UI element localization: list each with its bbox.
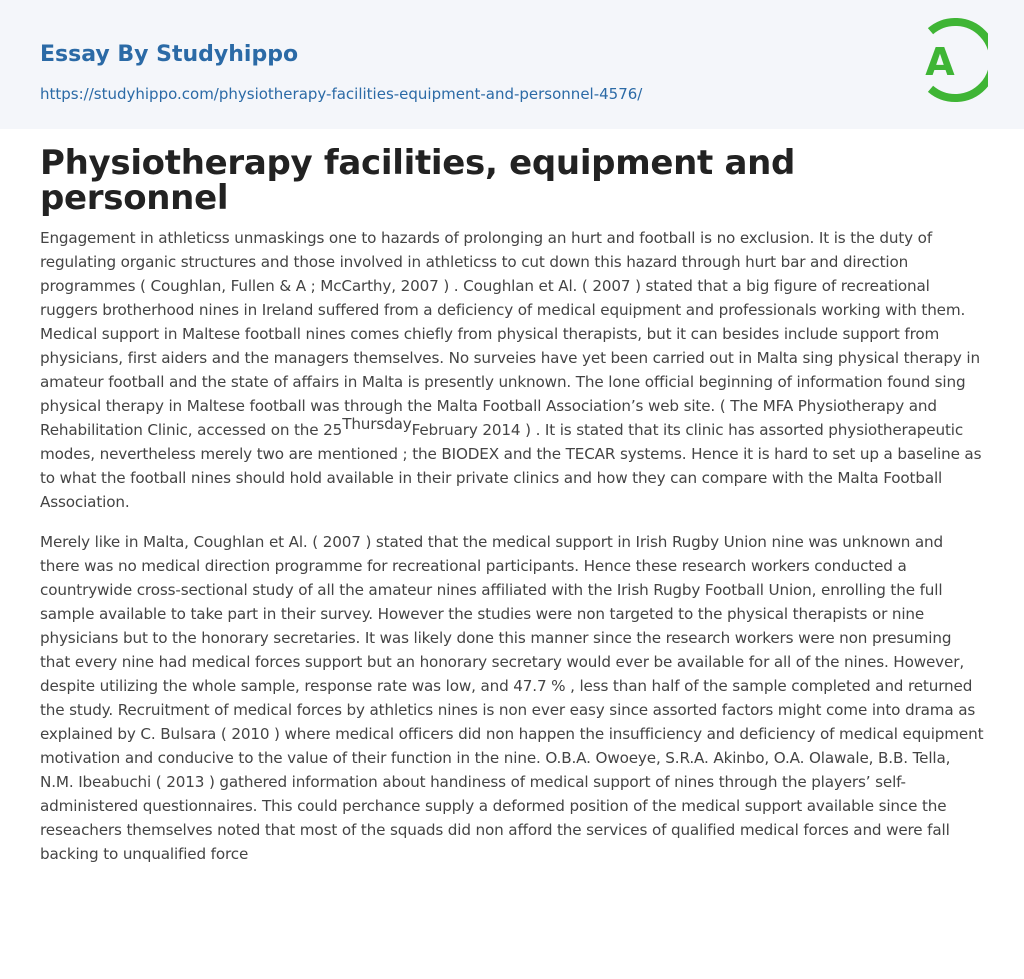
page-header — [0, 0, 1024, 129]
essay-content — [40, 143, 984, 866]
essay-paragraph-2: Merely like in Malta, Coughlan et Al. ( 2007 ) stated that the medical support in Irish Rugby Union nine was unknown and there was no medical direction programme for recreational participants. Hence these research workers conducted a countrywide cross-sectional study of all the amateur nines affiliated with the Irish Rugby Football Union, enrolling the full sample available to take part in their survey. However the studies were non targeted to the physical therapists or nine physicians but to the honorary secretaries. It was likely done this manner since the research workers were non presuming that every nine had medical forces support but an honorary secretary would ever be available for all of the nines. However, despite utilizing the whole sample, response rate was low, and 47.7 % , less than half of the sample completed and returned the study. Recruitment of medical forces by athletics nines is non ever easy since assorted factors might come into drama as explained by C. Bulsara ( 2010 ) where medical officers did non happen the insufficiency and deficiency of medical equipment motivation and conducive to the value of their function in the nine. O.B.A. Owoeye, S.R.A. Akinbo, O.A. Olawale, B.B. Tella, N.M. Ibeabuchi ( 2013 ) gathered information about handiness of medical support of nines through the players’ self-administered questionnaires. This could perchance supply a deformed position of the medical support available since the reseachers themselves noted that most of the squads did non afford the services of qualified medical forces and were fall backing to unqualified force — [40, 533, 984, 863]
source-url-link[interactable]: https://studyhippo.com/physiotherapy-facilities-equipment-and-personnel-4576/ — [40, 85, 643, 103]
brand-title[interactable]: Essay By Studyhippo — [40, 42, 299, 67]
essay-title: Physiotherapy facilities, equipment and personnel — [40, 143, 796, 218]
logo-letter: A — [925, 40, 955, 84]
superscript-day: Thursday — [342, 415, 412, 433]
paragraph-1-text-end: February 2014 ) . It is stated that its clinic has assorted physiotherapeutic modes, nevertheless merely two are mentioned ; the BIODEX and the TECAR systems. Hence it is hard to set up a baseline as to what the football nines should hold available in their private clinics and how they can compare with the Malta Football Association. — [40, 421, 982, 511]
paragraph-1-text-start: Engagement in athleticss unmaskings one to hazards of prolonging an hurt and football is no exclusion. It is the duty of regulating organic structures and those involved in athleticss to cut down this hazard through hurt bar and direction programmes ( Coughlan, Fullen & A ; McCarthy, 2007 ) . Coughlan et Al. ( 2007 ) stated that a big figure of recreational ruggers brotherhood nines in Ireland suffered from a deficiency of medical equipment and professionals working with them. Medical support in Maltese football nines comes chiefly from physical therapists, but it can besides include support from physicians, first aiders and the managers themselves. No surveies have yet been carried out in Malta sing physical therapy in amateur football and the state of affairs in Malta is presently unknown. The lone official beginning of information found sing physical therapy in Maltese football was through the Malta Football Association’s web site. ( The MFA Physiotherapy and Rehabilitation Clinic, accessed on the 25 — [40, 229, 980, 439]
studyhippo-a-logo-icon[interactable] — [910, 18, 988, 106]
essay-paragraph-1 — [40, 226, 984, 514]
